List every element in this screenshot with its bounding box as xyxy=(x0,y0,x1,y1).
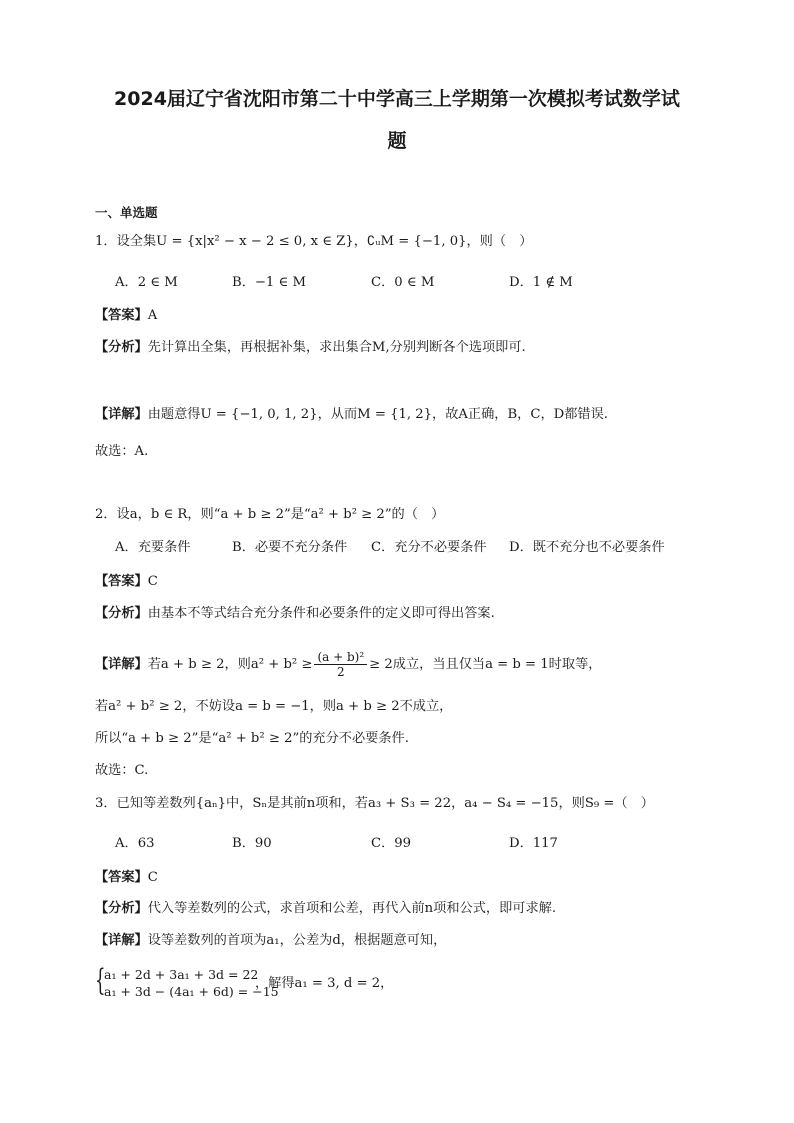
answer-label: 【答案】 xyxy=(95,308,148,323)
q2-fraction-numerator: (a + b)² xyxy=(314,650,367,665)
q2-analysis xyxy=(95,605,495,623)
q3-detail-text: 设等差数列的首项为a₁，公差为d，根据题意可知， xyxy=(147,933,447,948)
q1-analysis-text: 先计算出全集，再根据补集，求出集合M,分别判断各个选项即可. xyxy=(147,340,526,355)
detail-label: 【详解】 xyxy=(95,933,148,948)
q2-answer xyxy=(95,573,158,591)
answer-label: 【答案】 xyxy=(95,574,148,589)
q2-detail-pre: 若a + b ≥ 2，则a² + b² ≥ xyxy=(147,657,313,672)
q3-answer-value: C xyxy=(147,870,158,885)
q3-detail xyxy=(95,932,446,950)
q2-analysis-text: 由基本不等式结合充分条件和必要条件的定义即可得出答案. xyxy=(147,606,495,621)
q3-option-d: D．117 xyxy=(509,836,558,851)
q2-detail-line2: 若a² + b² ≥ 2，不妨设a = b = −1，则a + b ≥ 2不成立， xyxy=(95,699,453,714)
q1-option-c: C．0 ∈ M xyxy=(371,275,435,290)
q3-stem: 3．已知等差数列{aₙ}中，Sₙ是其前n项和，若a₃ + S₃ = 22，a₄ − S₄ = −15，则S₉ =（ ） xyxy=(95,796,654,811)
q1-option-b: B．−1 ∈ M xyxy=(232,275,306,290)
q1-stem: 1．设全集U = {x|x² − x − 2 ≤ 0, x ∈ Z}，∁ᵤM = {−1, 0}，则（ ） xyxy=(95,234,533,249)
q3-analysis-text: 代入等差数列的公式，求首项和公差，再代入前n项和公式，即可求解. xyxy=(147,901,557,916)
q2-detail-post: ≥ 2成立，当且仅当a = b = 1时取等， xyxy=(369,657,602,672)
q1-option-d: D．1 ∉ M xyxy=(509,275,573,290)
detail-label: 【详解】 xyxy=(95,657,148,672)
q3-option-b: B．90 xyxy=(232,836,272,851)
q3-analysis xyxy=(95,900,556,918)
q3-option-c: C．99 xyxy=(371,836,412,851)
q2-detail-line3: 所以“a + b ≥ 2”是“a² + b² ≥ 2”的充分不必要条件. xyxy=(95,731,409,746)
q1-answer-value: A xyxy=(147,308,158,323)
q2-fraction-denominator: 2 xyxy=(336,665,345,679)
answer-label: 【答案】 xyxy=(95,870,148,885)
q2-answer-value: C xyxy=(147,574,158,589)
equation-2: a₁ + 3d − (4a₁ + 6d) = −15 xyxy=(104,984,279,999)
equation-lines xyxy=(104,966,279,1000)
q1-detail-text: 由题意得U = {−1, 0, 1, 2}，从而M = {1, 2}，故A正确，B，C，D都错误. xyxy=(147,407,608,422)
q2-option-b: B．必要不充分条件 xyxy=(232,540,348,555)
q3-solution: ，解得a₁ = 3, d = 2， xyxy=(255,976,394,991)
q3-option-a: A．63 xyxy=(115,836,155,851)
q2-choose: 故选：C. xyxy=(95,763,149,778)
document-title-line2: 题 xyxy=(387,130,407,152)
q1-detail xyxy=(95,406,608,424)
document-title-line1: 2024届辽宁省沈阳市第二十中学高三上学期第一次模拟考试数学试 xyxy=(114,88,680,110)
q2-option-a: A．充要条件 xyxy=(115,540,191,555)
detail-label: 【详解】 xyxy=(95,407,148,422)
section-heading: 一、单选题 xyxy=(95,205,158,220)
left-brace-icon: { xyxy=(95,963,106,998)
equation-1: a₁ + 2d + 3a₁ + 3d = 22 xyxy=(104,967,259,982)
q1-analysis xyxy=(95,339,526,357)
q2-fraction xyxy=(314,650,367,679)
q2-option-c: C．充分不必要条件 xyxy=(371,540,487,555)
q3-answer xyxy=(95,869,158,887)
q2-option-d: D．既不充分也不必要条件 xyxy=(509,540,665,555)
analysis-label: 【分析】 xyxy=(95,901,148,916)
q1-option-a: A．2 ∈ M xyxy=(115,275,178,290)
q2-detail xyxy=(95,650,601,679)
analysis-label: 【分析】 xyxy=(95,340,148,355)
analysis-label: 【分析】 xyxy=(95,606,148,621)
q2-stem: 2．设a，b ∈ R，则“a + b ≥ 2”是“a² + b² ≥ 2”的（ ） xyxy=(95,507,445,522)
q1-answer xyxy=(95,307,157,325)
q1-choose: 故选：A. xyxy=(95,444,149,459)
